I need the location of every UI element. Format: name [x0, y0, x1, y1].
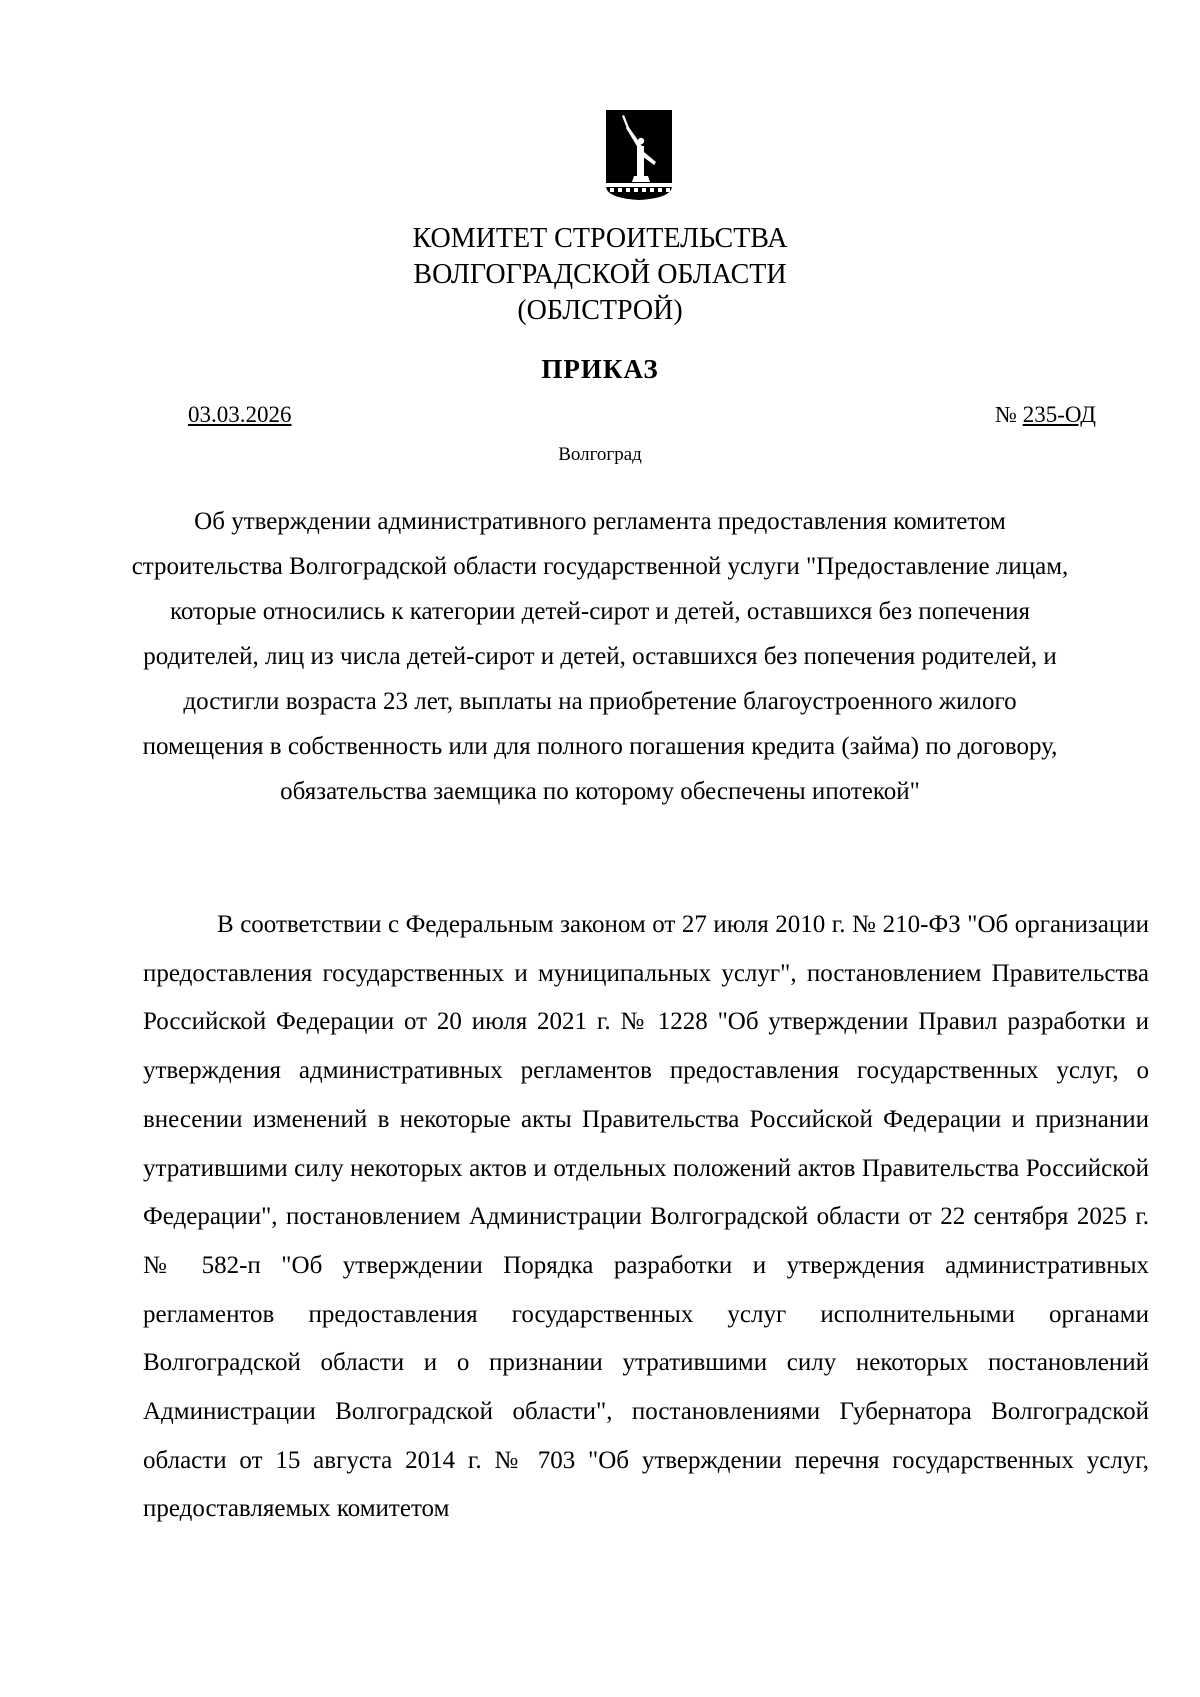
document-type-title: ПРИКАЗ — [541, 354, 659, 384]
coat-of-arms-icon — [604, 108, 674, 201]
document-subject: Об утверждении административного регламента предоставления комитетом строительства Волгоградской области государственной услуги "Предоставление лицам, которые относились к категории детей-сирот и детей, оставшихся без попечения родителей, лиц из числа детей-сирот и детей, оставшихся без попечения родителей, и достигли возраста 23 лет, выплаты на приобретение благоустроенного жилого помещения в собственность или для полного погашения кредита (займа) по договору, обязательства заемщика по которому обеспечены ипотекой" — [131, 508, 1069, 805]
document-date: 03.03.2026 — [188, 402, 292, 427]
organization-region-line: ВОЛГОГРАДСКОЙ ОБЛАСТИ — [413, 259, 787, 290]
body-paragraph: В соответствии с Федеральным законом от 27 июля 2010 г. № 210-ФЗ "Об организации предоставления государственных и муниципальных услуг", постановлением Правительства Российской Федерации от 20 июля 2021 г. № 1228 "Об утверждении Правил разработки и утверждения административных регламентов предоставления государственных услуг, о внесении изменений в некоторые акты Правительства Российской Федерации и признании утратившими силу некоторых актов и отдельных положений актов Правительства Российской Федерации", постановлением Администрации Волгоградской области от 22 сентября 2025 г. № 582-п "Об утверждении Порядка разработки и утверждения административных регламентов предоставления государственных услуг исполнительными органами Волгоградской области и о признании утратившими силу некоторых постановлений Администрации Волгоградской области", постановлениями Губернатора Волгоградской области от 15 августа 2014 г. № 703 "Об утверждении перечня государственных услуг, предоставляемых комитетом — [143, 911, 1149, 1523]
organization-name — [0, 221, 1200, 329]
organization-abbrev-line: (ОБЛСТРОЙ) — [517, 295, 683, 326]
number-prefix: № — [994, 402, 1017, 427]
document-number — [995, 402, 1096, 428]
organization-name-line: КОМИТЕТ СТРОИТЕЛЬСТВА — [412, 223, 788, 254]
document-city: Волгоград — [558, 444, 642, 465]
number-value: 235-ОД — [1022, 402, 1096, 427]
